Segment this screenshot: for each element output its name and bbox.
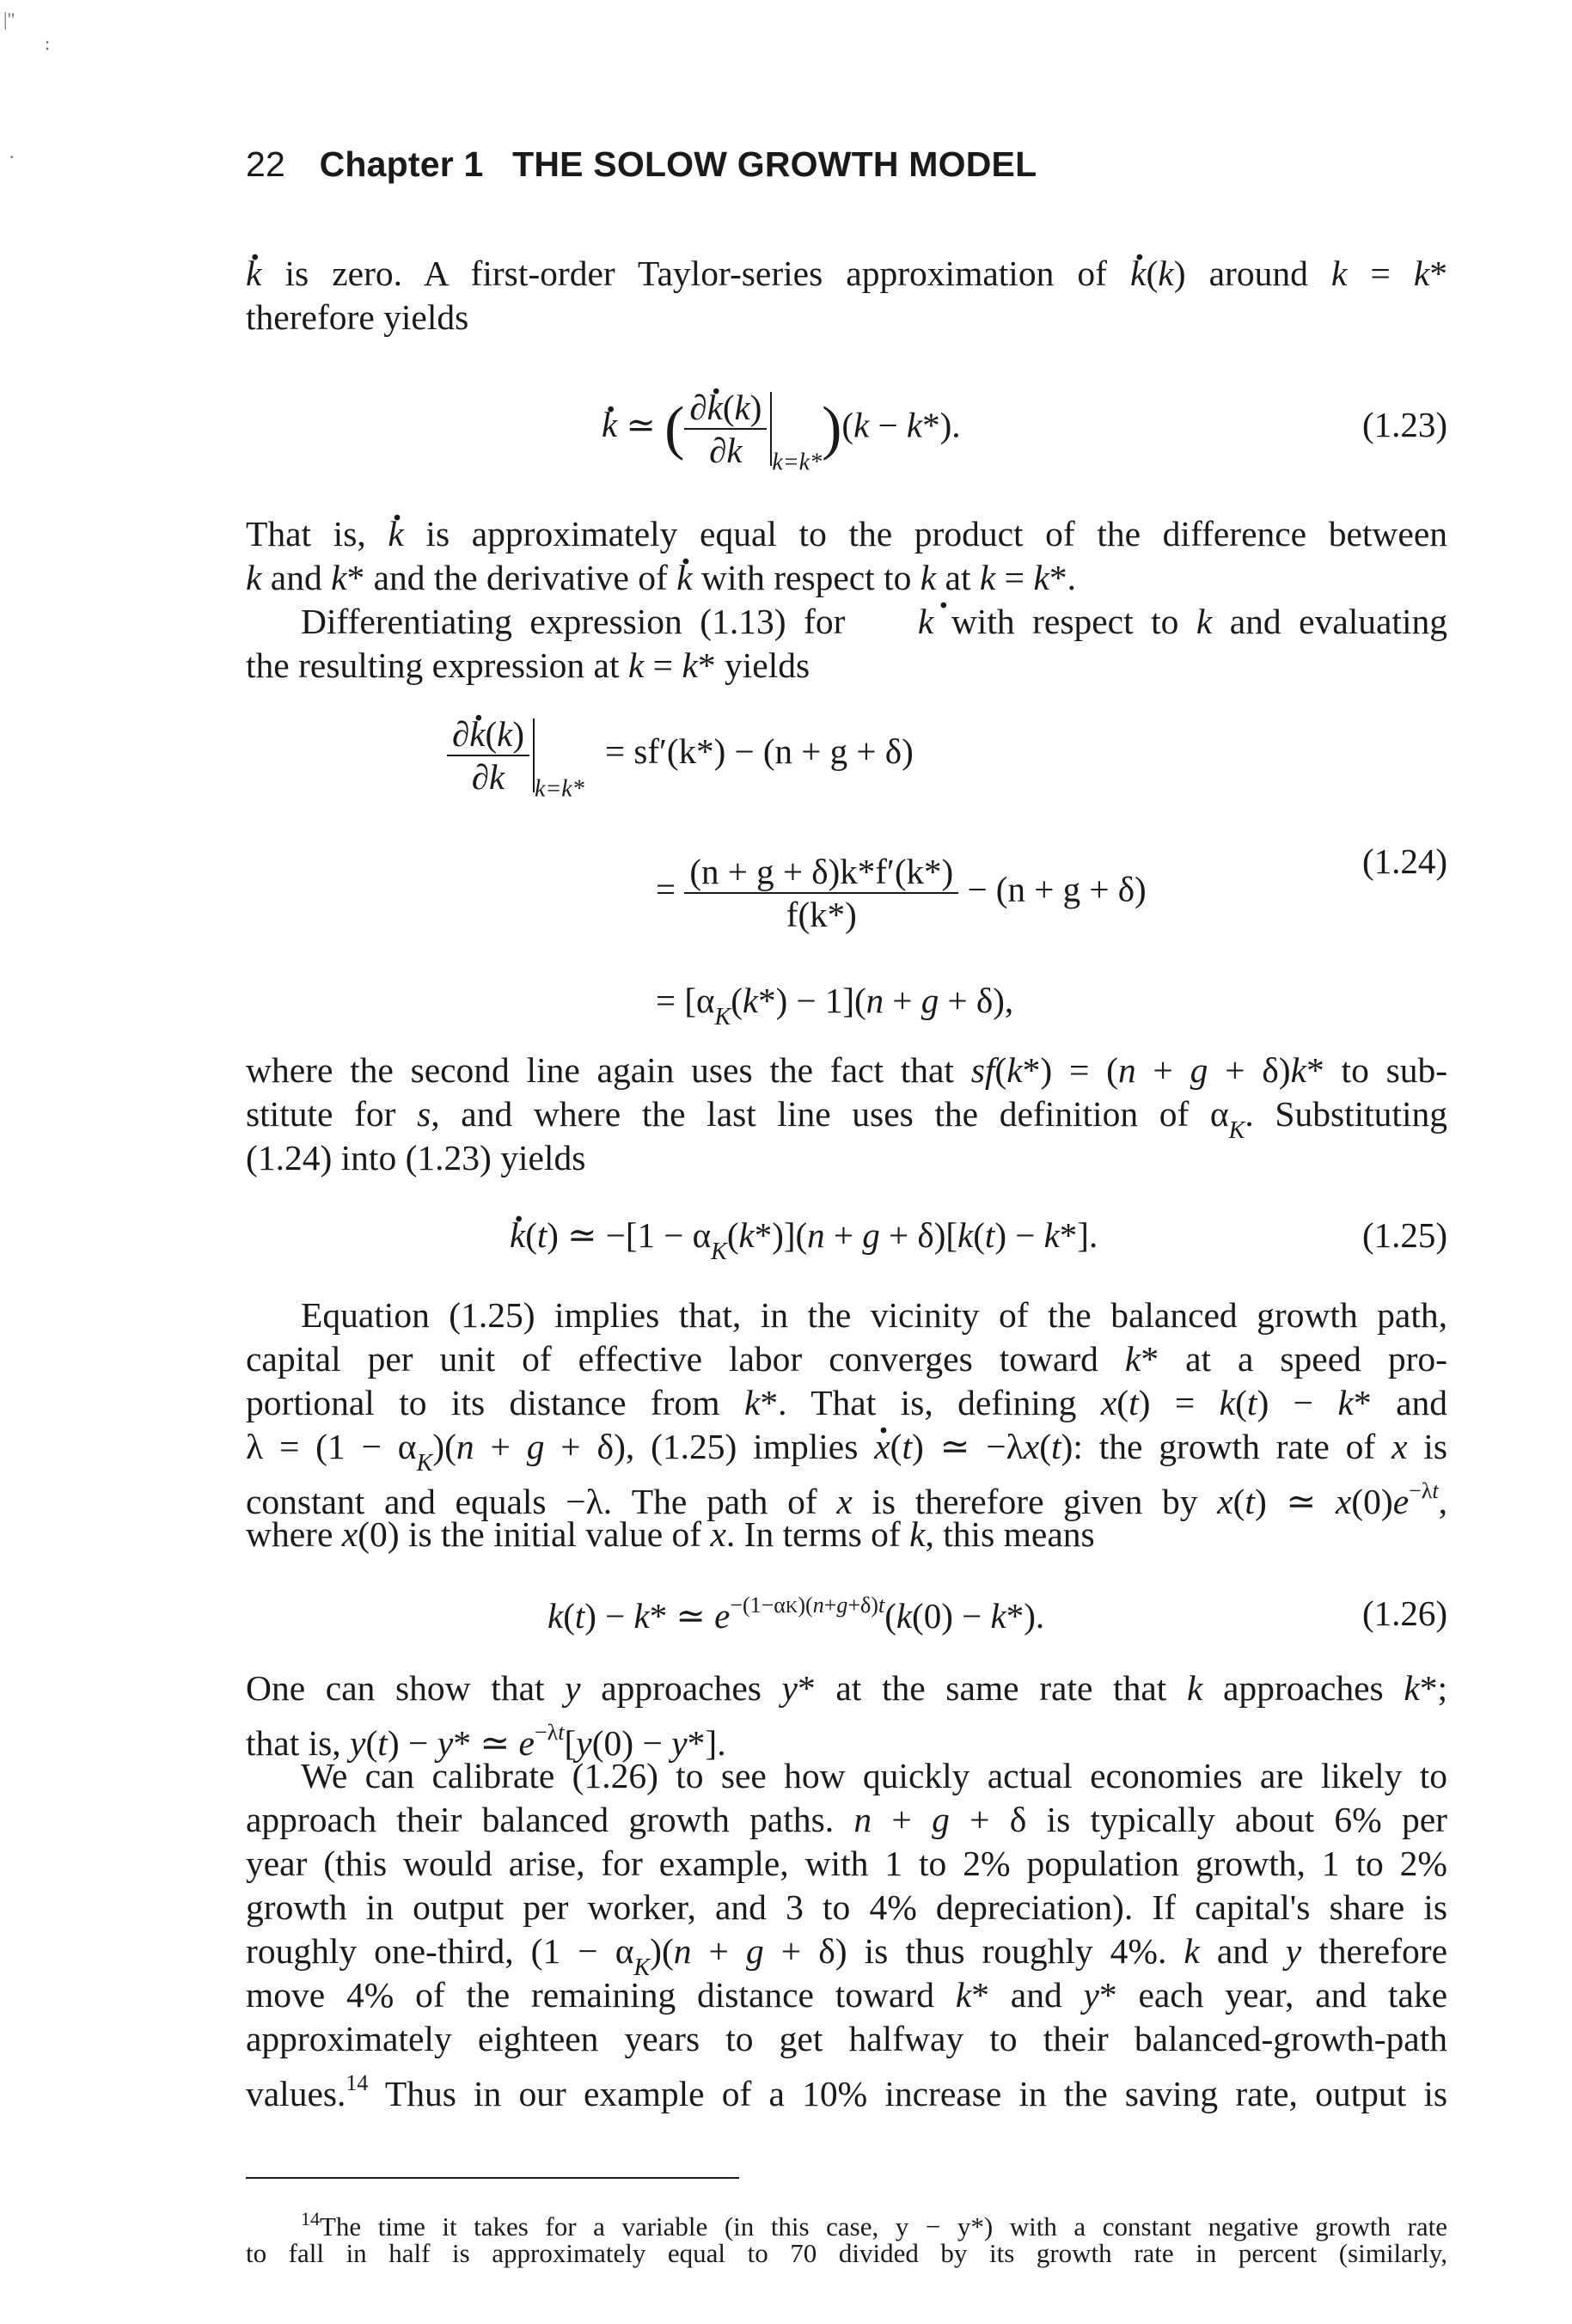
text-line: the resulting expression at k = k* yields: [246, 645, 810, 685]
equation-number: (1.25): [1361, 1215, 1447, 1255]
text-line: growth in output per worker, and 3 to 4% depreciation). If capital's share is: [246, 1887, 1447, 1927]
footnote-line: to fall in half is approximately equal to 70 divided by its growth rate in percent (similarly,: [246, 2238, 1447, 2268]
paragraph-3-cont: [246, 644, 1447, 688]
footnote-line: $^{14}$The time it takes for a variable (in this case, y − y*) with a constant negative growth rate: [301, 2208, 1447, 2241]
equation-1-23: k . ≃ ( $\frac{\partial k .(k)}{\partial k}$ $_{k=k*}$)(k − k*).: [602, 387, 961, 476]
text-line: portional to its distance from k*. That is, defining x(t) = k(t) − k* and: [246, 1383, 1447, 1422]
equation-1-24-line2: = $\frac{(n + g + \delta)k*f'(k*)}{f(k*)}$ − (n + g + δ): [656, 852, 1147, 934]
text-line: approach their balanced growth paths. n + g + δ is typically about 6% per: [246, 1800, 1447, 1839]
footnote-marker: 14: [301, 2208, 320, 2229]
chapter-title: THE SOLOW GROWTH MODEL: [512, 144, 1037, 184]
text-line: (1.24) into (1.23) yields: [246, 1138, 586, 1177]
text-line: where x(0) is the initial value of x. In terms of k, this means: [246, 1514, 1095, 1554]
text-line: $\lambda = (1 - \alpha_K)(n + g + \delta)$, (1.25) implies x .(t) ≃ −λx(t): the growth rate of x is: [246, 1425, 1447, 1469]
text-line: k . is zero. A first-order Taylor-series approximation of k .(k) around k = k*: [246, 252, 1447, 296]
footnote-rule: [246, 2177, 739, 2179]
equation-1-26: k(t) − k* ≃ $e^{-(1-\alpha K)(n+g+\delta)t}(k(0) - k*)$.: [547, 1593, 1045, 1636]
paragraph-3: [246, 600, 1447, 644]
eq-tail: − (n + g + δ): [967, 869, 1147, 909]
text-line: that is, y(t) − y* ≃ $e^{-\lambda t}[y(0) - y*]$.: [246, 1720, 726, 1763]
page-number: 22: [246, 144, 286, 184]
equation-1-24-line3: = $[\alpha_K(k*) - 1](n + g + \delta)$,: [656, 981, 1014, 1031]
paragraph-4: [246, 1049, 1447, 1180]
paragraph-2: [246, 512, 1447, 600]
running-header: [246, 144, 1037, 185]
text-line: k and k* and the derivative of k . with respect to k at k = k*.: [246, 556, 1447, 600]
text-line: Equation (1.25) implies that, in the vicinity of the balanced growth path,: [301, 1295, 1447, 1335]
equation-1-24-line1: $\frac{\partial k .(k)}{\partial k}$ $_{k=k*}$ = sf′(k*) − (n + g + δ): [447, 713, 914, 803]
footnote: [246, 2202, 1447, 2271]
paragraph-5: [246, 1293, 1447, 1556]
scan-mark: ·: [9, 146, 15, 168]
text-line: Differentiating expression (1.13) for k . with respect to k and evaluating: [246, 600, 1447, 644]
text-line: We can calibrate (1.26) to see how quickly actual economies are likely to: [301, 1756, 1447, 1795]
equation-number: (1.23): [1361, 405, 1447, 444]
eq-line: = sf′(k*) − (n + g + δ): [604, 731, 914, 772]
equation-number: (1.24): [1361, 841, 1447, 881]
eq-denominator: f(k*): [786, 895, 857, 934]
paragraph-7: [246, 1754, 1448, 2113]
text-line: values.$^{14}$ Thus in our example of a 10% increase in the saving rate, output is: [246, 2070, 1447, 2113]
text-line: constant and equals −λ. The path of x is therefore given by x(t) ≃ $x(0)e^{-\lambda t}$,: [246, 1478, 1447, 1521]
text-line: approximately eighteen years to get halfway to their balanced-growth-path: [246, 2019, 1447, 2058]
equation-1-25: k .(t) ≃ $-[1 - \alpha_K(k*)](n + g + \delta)[k(t) - k*]$.: [510, 1214, 1098, 1266]
text-line: That is, k . is approximately equal to the product of the difference between: [246, 512, 1447, 556]
text-line: where the second line again uses the fact that sf(k*) = (n + g + δ)k* to sub-: [246, 1050, 1448, 1090]
scan-mark: :: [45, 33, 51, 54]
paragraph-1: [246, 252, 1447, 339]
text-line: stitute for s, and where the last line uses the definition of $\alpha_K$. Substituting: [246, 1094, 1447, 1144]
eq-numerator: (n + g + δ)k*f′(k*): [684, 851, 958, 894]
equation-number: (1.26): [1361, 1593, 1447, 1633]
scan-mark: |": [3, 9, 15, 30]
text-line: move 4% of the remaining distance toward k* and y* each year, and take: [246, 1975, 1448, 2015]
text-line: therefore yields: [246, 297, 469, 337]
text-line: capital per unit of effective labor converges toward k* at a speed pro-: [246, 1339, 1448, 1379]
text-line: roughly one-third, $(1 - \alpha_K)(n + g + \delta)$ is thus roughly 4%. k and y therefore: [246, 1931, 1447, 1981]
text-line: year (this would arise, for example, with 1 to 2% population growth, 1 to 2%: [246, 1844, 1447, 1883]
text-line: One can show that y approaches y* at the same rate that k approaches k*;: [246, 1668, 1448, 1708]
paragraph-6: [246, 1667, 1448, 1763]
chapter-label: Chapter 1: [319, 144, 484, 184]
